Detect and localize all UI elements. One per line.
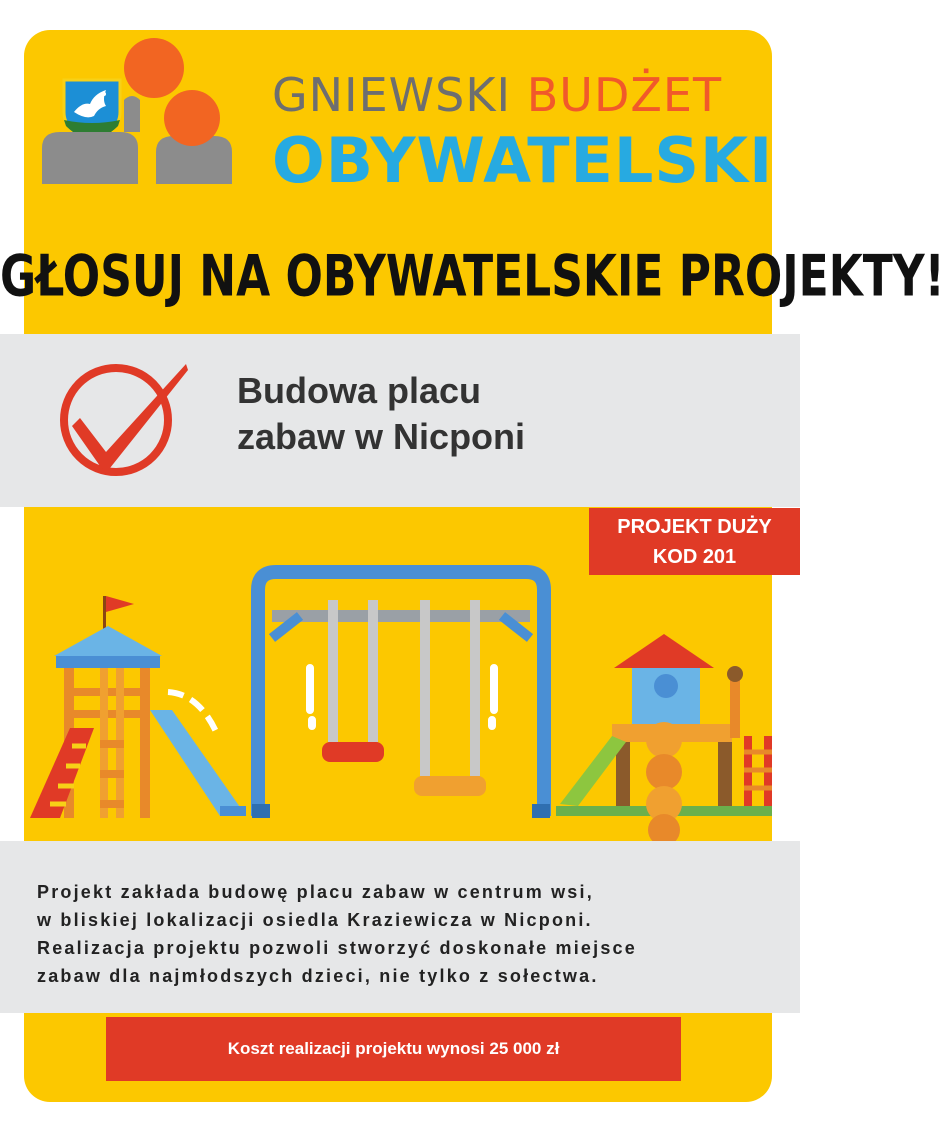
- project-title-line1: Budowa placu: [237, 370, 482, 411]
- cost-banner: Koszt realizacji projektu wynosi 25 000 zł: [106, 1017, 681, 1081]
- play-house: [556, 634, 772, 846]
- vote-headline: GŁOSUJ NA OBYWATELSKIE PROJEKTY!: [0, 243, 945, 310]
- description-line: Projekt zakłada budowę placu zabaw w centrum wsi,: [37, 882, 594, 902]
- checkmark-icon: [58, 360, 190, 480]
- badge-line1: PROJEKT DUŻY: [617, 516, 772, 538]
- project-title: [237, 368, 657, 460]
- people-icon: [40, 36, 240, 186]
- playground-illustration: [0, 560, 800, 850]
- description-line: w bliskiej lokalizacji osiedla Kraziewicza w Nicponi.: [37, 910, 593, 930]
- budget-title-line2: OBYWATELSKI: [272, 124, 774, 197]
- project-description: [37, 878, 777, 990]
- budget-title-part2: BUDŻET: [526, 68, 723, 122]
- description-line: Realizacja projektu pozwoli stworzyć doskonałe miejsce: [37, 938, 637, 958]
- swing-set: [252, 572, 550, 818]
- project-title-line2: zabaw w Nicponi: [237, 416, 526, 457]
- tower-with-slide: [30, 596, 246, 818]
- badge-line2: KOD 201: [652, 546, 737, 568]
- budget-title: [272, 70, 722, 120]
- budget-title-part1: GNIEWSKI: [272, 68, 512, 122]
- description-line: zabaw dla najmłodszych dzieci, nie tylko z sołectwa.: [37, 966, 599, 986]
